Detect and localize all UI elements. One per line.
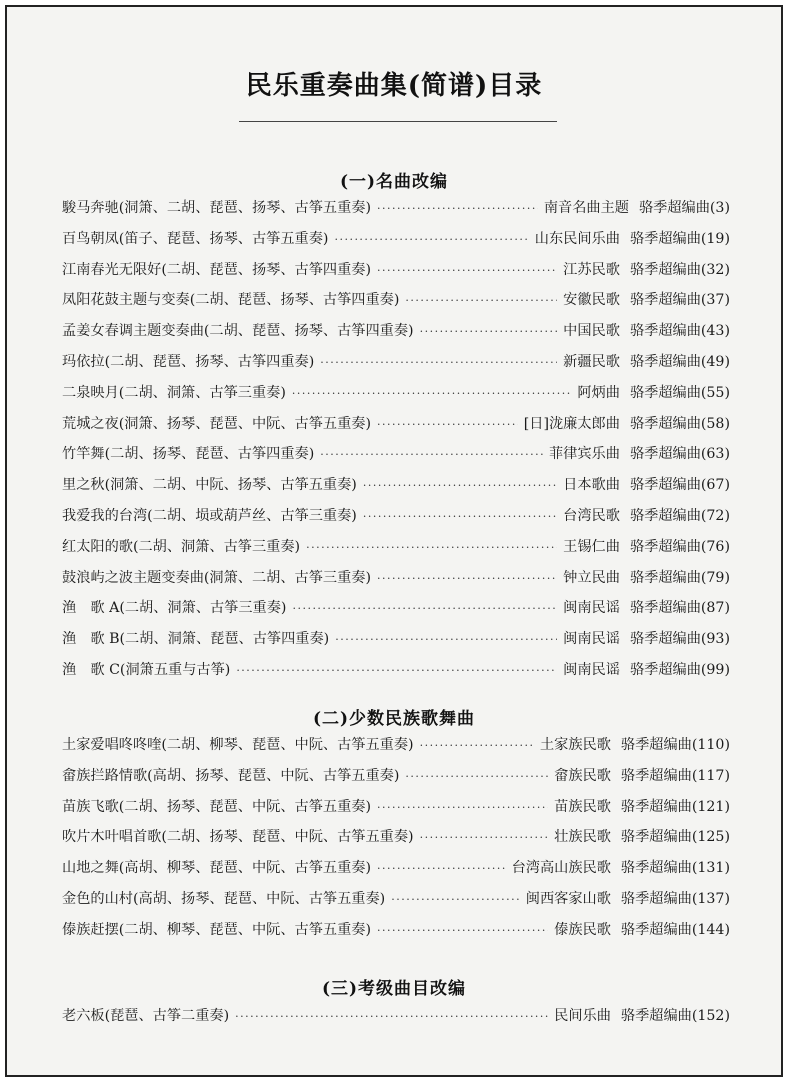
title-underline (239, 121, 557, 122)
leader-dots (363, 471, 557, 502)
entry-origin: 安徽民歌 (563, 292, 620, 309)
entry-title: 傣族赶摆(二胡、柳琴、琵琶、中阮、古筝五重奏) (62, 921, 372, 938)
entry-title: 我爱我的台湾(二胡、埙或葫芦丝、古筝三重奏) (62, 507, 357, 524)
leader-dots (292, 379, 571, 410)
entry-title: 金色的山村(高胡、扬琴、琵琶、中阮、古筝五重奏) (62, 890, 386, 907)
entry-arranger-page: 骆季超编曲(125) (620, 829, 730, 846)
entry-origin: [日]泷廉太郎曲 (523, 415, 620, 432)
toc-entry[interactable] (62, 792, 730, 823)
entry-arranger-page: 骆季超编曲(72) (629, 507, 730, 524)
entry-title: 渔 歌 C(洞箫五重与古筝) (62, 661, 231, 678)
leader-dots (420, 731, 534, 762)
toc-list-3 (62, 1001, 730, 1032)
toc-entry[interactable] (62, 439, 730, 470)
leader-dots (320, 348, 557, 379)
entry-arranger-page: 骆季超编曲(152) (620, 1008, 730, 1024)
toc-list-2 (62, 730, 730, 946)
leader-dots (320, 440, 543, 471)
entry-origin: 菲律宾乐曲 (548, 446, 620, 463)
entry-title: 吹片木叶唱首歌(二胡、扬琴、琵琶、中阮、古筝五重奏) (62, 829, 414, 846)
toc-entry[interactable] (62, 655, 730, 686)
entry-title: 苗族飞歌(二胡、扬琴、琵琶、中阮、古筝五重奏) (62, 798, 372, 815)
entry-arranger-page: 骆季超编曲(121) (620, 798, 730, 815)
entry-origin: 闽西客家山歌 (525, 890, 611, 907)
entry-title: 二泉映月(二胡、洞箫、古筝三重奏) (62, 384, 286, 401)
entry-origin: 钟立民曲 (563, 569, 620, 586)
toc-entry[interactable] (62, 730, 730, 761)
document-page (5, 5, 783, 1077)
entry-arranger-page: 骆季超编曲(63) (629, 446, 730, 463)
entry-origin: 阿炳曲 (577, 384, 620, 401)
entry-arranger-page: 骆季超编曲(131) (620, 860, 730, 877)
leader-dots (363, 502, 557, 533)
toc-entry[interactable] (62, 347, 730, 378)
entry-origin: 日本歌曲 (563, 477, 620, 494)
leader-dots (420, 823, 549, 854)
entry-title: 山地之舞(高胡、柳琴、琵琶、中阮、古筝五重奏) (62, 860, 372, 877)
entry-origin: 山东民间乐曲 (534, 230, 620, 247)
toc-entry[interactable] (62, 563, 730, 594)
toc-entry[interactable] (62, 409, 730, 440)
leader-dots (292, 594, 557, 625)
entry-origin: 王锡仁曲 (563, 538, 620, 555)
entry-title: 渔 歌 B(二胡、洞箫、琵琶、古筝四重奏) (62, 631, 330, 648)
entry-title: 渔 歌 A(二胡、洞箫、古筝三重奏) (62, 600, 287, 617)
leader-dots (335, 625, 557, 656)
toc-entry[interactable] (62, 193, 730, 224)
entry-arranger-page: 骆季超编曲(49) (629, 353, 730, 370)
leader-dots (377, 916, 548, 947)
entry-title: 江南春光无限好(二胡、琵琶、扬琴、古筝四重奏) (62, 261, 372, 278)
entry-arranger-page: 骆季超编曲(3) (638, 200, 730, 216)
entry-origin: 傣族民歌 (554, 921, 611, 938)
entry-title: 老六板(琵琶、古筝二重奏) (62, 1008, 230, 1024)
leader-dots (405, 286, 557, 317)
entry-origin: 台湾高山族民歌 (511, 860, 611, 877)
toc-entry[interactable] (62, 853, 730, 884)
entry-title: 鼓浪屿之波主题变奏曲(洞箫、二胡、古筝三重奏) (62, 569, 372, 586)
entry-origin: 新疆民歌 (563, 353, 620, 370)
toc-entry[interactable] (62, 224, 730, 255)
entry-origin: 壮族民歌 (554, 829, 611, 846)
toc-entry[interactable] (62, 884, 730, 915)
entry-title: 里之秋(洞箫、二胡、中阮、扬琴、古筝五重奏) (62, 477, 357, 494)
entry-arranger-page: 骆季超编曲(43) (629, 323, 730, 340)
toc-entry[interactable] (62, 255, 730, 286)
entry-arranger-page: 骆季超编曲(67) (629, 477, 730, 494)
entry-origin: 中国民歌 (563, 323, 620, 340)
leader-dots (334, 225, 528, 256)
entry-origin: 江苏民歌 (563, 261, 620, 278)
toc-list-1 (62, 193, 730, 686)
page-title: 民乐重奏曲集(简谱)目录 (245, 71, 543, 101)
entry-title: 荒城之夜(洞箫、扬琴、琵琶、中阮、古筝五重奏) (62, 415, 372, 432)
entry-origin: 苗族民歌 (554, 798, 611, 815)
leader-dots (405, 762, 548, 793)
leader-dots (377, 793, 548, 824)
leader-dots (235, 1002, 548, 1033)
entry-arranger-page: 骆季超编曲(55) (629, 384, 730, 401)
toc-entry[interactable] (62, 378, 730, 409)
leader-dots (377, 194, 538, 225)
entry-title: 玛依拉(二胡、琵琶、扬琴、古筝四重奏) (62, 353, 315, 370)
section-heading-3: (三)考级曲目改编 (321, 979, 467, 999)
entry-origin: 闽南民谣 (563, 631, 620, 648)
entry-origin: 闽南民谣 (563, 661, 620, 678)
entry-origin: 畲族民歌 (554, 767, 611, 784)
entry-title: 红太阳的歌(二胡、洞箫、古筝三重奏) (62, 538, 301, 555)
entry-title: 凤阳花鼓主题与变奏(二胡、琵琶、扬琴、古筝四重奏) (62, 292, 400, 309)
toc-entry[interactable] (62, 316, 730, 347)
leader-dots (420, 317, 558, 348)
entry-title: 竹竿舞(二胡、扬琴、琵琶、古筝四重奏) (62, 446, 315, 463)
leader-dots (377, 854, 506, 885)
entry-arranger-page: 骆季超编曲(99) (629, 661, 730, 678)
section-heading-2: (二)少数民族歌舞曲 (312, 709, 476, 729)
entry-arranger-page: 骆季超编曲(76) (629, 538, 730, 555)
entry-title: 百鸟朝凤(笛子、琵琶、扬琴、古筝五重奏) (62, 230, 329, 247)
entry-arranger-page: 骆季超编曲(37) (629, 292, 730, 309)
leader-dots (306, 533, 557, 564)
entry-title: 土家爱唱咚咚喹(二胡、柳琴、琵琶、中阮、古筝五重奏) (62, 737, 414, 753)
entry-arranger-page: 骆季超编曲(117) (620, 767, 730, 784)
entry-arranger-page: 骆季超编曲(110) (620, 737, 730, 753)
leader-dots (377, 564, 557, 595)
toc-entry[interactable] (62, 593, 730, 624)
entry-origin: 台湾民歌 (563, 507, 620, 524)
entry-arranger-page: 骆季超编曲(93) (629, 631, 730, 648)
entry-arranger-page: 骆季超编曲(58) (629, 415, 730, 432)
entry-arranger-page: 骆季超编曲(32) (629, 261, 730, 278)
entry-arranger-page: 骆季超编曲(19) (629, 230, 730, 247)
entry-title: 畲族拦路情歌(高胡、扬琴、琵琶、中阮、古筝五重奏) (62, 767, 400, 784)
toc-entry[interactable] (62, 1001, 730, 1032)
entry-origin: 南音名曲主题 (543, 200, 629, 216)
leader-dots (377, 410, 518, 441)
toc-entry[interactable] (62, 285, 730, 316)
toc-entry[interactable] (62, 761, 730, 792)
leader-dots (391, 885, 520, 916)
toc-entry[interactable] (62, 915, 730, 946)
entry-origin: 民间乐曲 (554, 1008, 611, 1024)
entry-origin: 闽南民谣 (563, 600, 620, 617)
toc-entry[interactable] (62, 501, 730, 532)
leader-dots (236, 656, 557, 687)
entry-title: 孟姜女春调主题变奏曲(二胡、琵琶、扬琴、古筝四重奏) (62, 323, 414, 340)
entry-arranger-page: 骆季超编曲(144) (620, 921, 730, 938)
toc-entry[interactable] (62, 532, 730, 563)
section-heading-1: (一)名曲改编 (339, 172, 449, 192)
entry-origin: 土家族民歌 (539, 737, 611, 753)
toc-entry[interactable] (62, 624, 730, 655)
entry-title: 駿马奔驰(洞箫、二胡、琵琶、扬琴、古筝五重奏) (62, 200, 372, 216)
toc-entry[interactable] (62, 822, 730, 853)
entry-arranger-page: 骆季超编曲(87) (629, 600, 730, 617)
leader-dots (377, 256, 557, 287)
entry-arranger-page: 骆季超编曲(79) (629, 569, 730, 586)
entry-arranger-page: 骆季超编曲(137) (620, 890, 730, 907)
toc-entry[interactable] (62, 470, 730, 501)
